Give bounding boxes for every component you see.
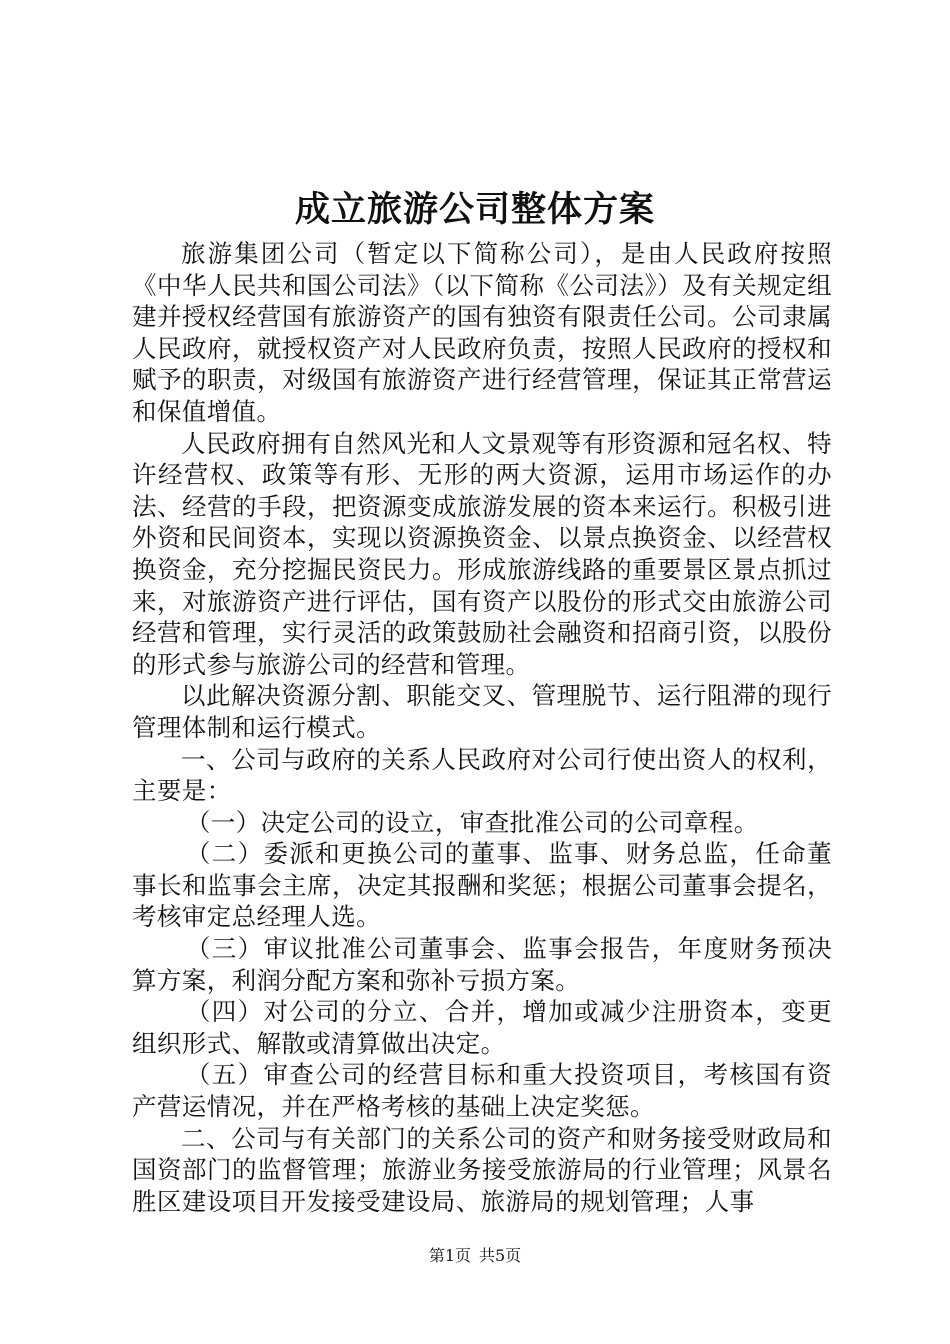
page-number: 第1页 xyxy=(428,1246,471,1265)
document-body xyxy=(132,238,832,1217)
list-item-4: （四）对公司的分立、合并，增加或减少注册资本，变更组织形式、解散或清算做出决定。 xyxy=(132,997,832,1058)
paragraph-intro: 旅游集团公司（暂定以下简称公司），是由人民政府按照《中华人民共和国公司法》（以下简称《公司法》）及有关规定组建并授权经营国有旅游资产的国有独资有限责任公司。公司隶属人民政府，就授权资产对人民政府负责，按照人民政府的授权和赋予的职责，对级国有旅游资产进行经营管理，保证其正常营运和保值增值。 xyxy=(132,239,832,426)
list-item-2: （二）委派和更换公司的董事、监事、财务总监，任命董事长和监事会主席，决定其报酬和奖惩；根据公司董事会提名，考核审定总经理人选。 xyxy=(132,839,832,932)
section-heading-departments: 二、公司与有关部门的关系公司的资产和财务接受财政局和国资部门的监督管理；旅游业务接受旅游局的行业管理；风景名胜区建设项目开发接受建设局、旅游局的规划管理；人事 xyxy=(132,1123,832,1216)
list-item-1: （一）决定公司的设立，审查批准公司的公司章程。 xyxy=(185,807,759,837)
list-item-3: （三）审议批准公司董事会、监事会报告，年度财务预决算方案，利润分配方案和弥补亏损方案。 xyxy=(132,934,832,995)
document-title: 成立旅游公司整体方案 xyxy=(294,189,655,230)
list-item-5: （五）审查公司的经营目标和重大投资项目，考核国有资产营运情况，并在严格考核的基础上决定奖惩。 xyxy=(132,1060,832,1122)
section-heading-government: 一、公司与政府的关系人民政府对公司行使出资人的权利，主要是： xyxy=(132,744,832,806)
paragraph-purpose: 以此解决资源分割、职能交叉、管理脱节、运行阻滞的现行管理体制和运行模式。 xyxy=(132,681,832,742)
page-footer xyxy=(0,1246,950,1266)
paragraph-resources: 人民政府拥有自然风光和人文景观等有形资源和冠名权、特许经营权、政策等有形、无形的两大资源，运用市场运作的办法、经营的手段，把资源变成旅游发展的资本来运行。积极引进外资和民间资本，实现以资源换资金、以景点换资金、以经营权换资金，充分挖掘民资民力。形成旅游线路的重要景区景点抓过来，对旅游资产进行评估，国有资产以股份的形式交由旅游公司经营和管理，实行灵活的政策鼓励社会融资和招商引资，以股份的形式参与旅游公司的经营和管理。 xyxy=(132,428,832,679)
page-total: 共5页 xyxy=(479,1246,522,1265)
